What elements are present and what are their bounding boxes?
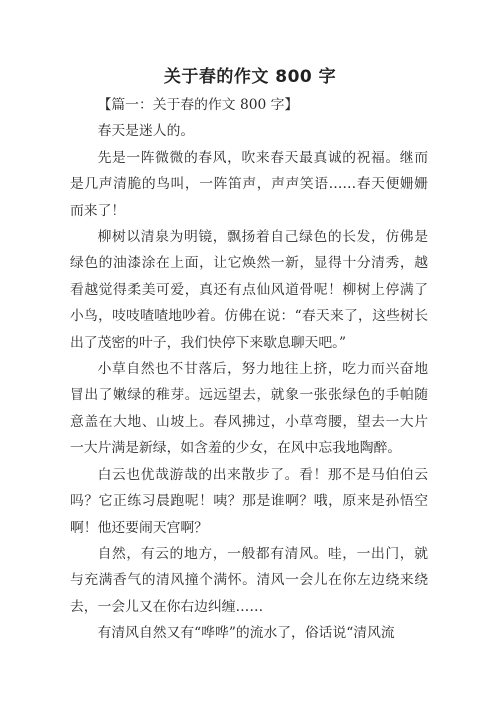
paragraph: 柳树以清泉为明镜，飘扬着自己绿色的长发，仿佛是绿色的油漆涂在上面，让它焕然一新，显得十分清秀，越看越觉得柔美可爱，真还有点仙风道骨呢！柳树上停满了小鸟，吱吱喳喳地吵着。仿佛在说：“春天来了，这些树长出了茂密的叶子，我们快停下来歇息聊天吧。” xyxy=(70,229,428,351)
paragraph: 春天是迷人的。 xyxy=(97,123,195,140)
paragraph: 有清风自然又有“哗哗”的流水了，俗话说“清风流 xyxy=(97,625,395,642)
document-title: 关于春的作文 800 字 xyxy=(163,67,337,87)
paragraph: 小草自然也不甘落后，努力地往上挤，吃力而兴奋地冒出了嫩绿的稚芽。远远望去，就象一张张绿色的手帕随意盖在大地、山坡上。春风拂过，小草弯腰，望去一大片一大片满是新绿，如含羞的少女，在风中忘我地陶醉。 xyxy=(70,361,428,457)
section-heading: 【篇一：关于春的作文 800 字】 xyxy=(97,97,299,113)
paragraph: 白云也优哉游哉的出来散步了。看！那不是马伯伯云吗？它正练习晨跑呢！咦？那是谁啊？哦，原来是孙悟空啊！他还要闹天宫啊？ xyxy=(70,466,428,536)
paragraph: 先是一阵微微的春风，吹来春天最真诚的祝福。继而是几声清脆的鸟叫，一阵笛声，声声笑语……春天便姗姗而来了！ xyxy=(70,149,428,219)
document-body xyxy=(70,92,428,647)
paragraph: 自然，有云的地方，一般都有清风。哇，一出门，就与充满香气的清风撞个满怀。清风一会儿在你左边绕来绕去，一会儿又在你右边纠缠…… xyxy=(70,545,428,615)
